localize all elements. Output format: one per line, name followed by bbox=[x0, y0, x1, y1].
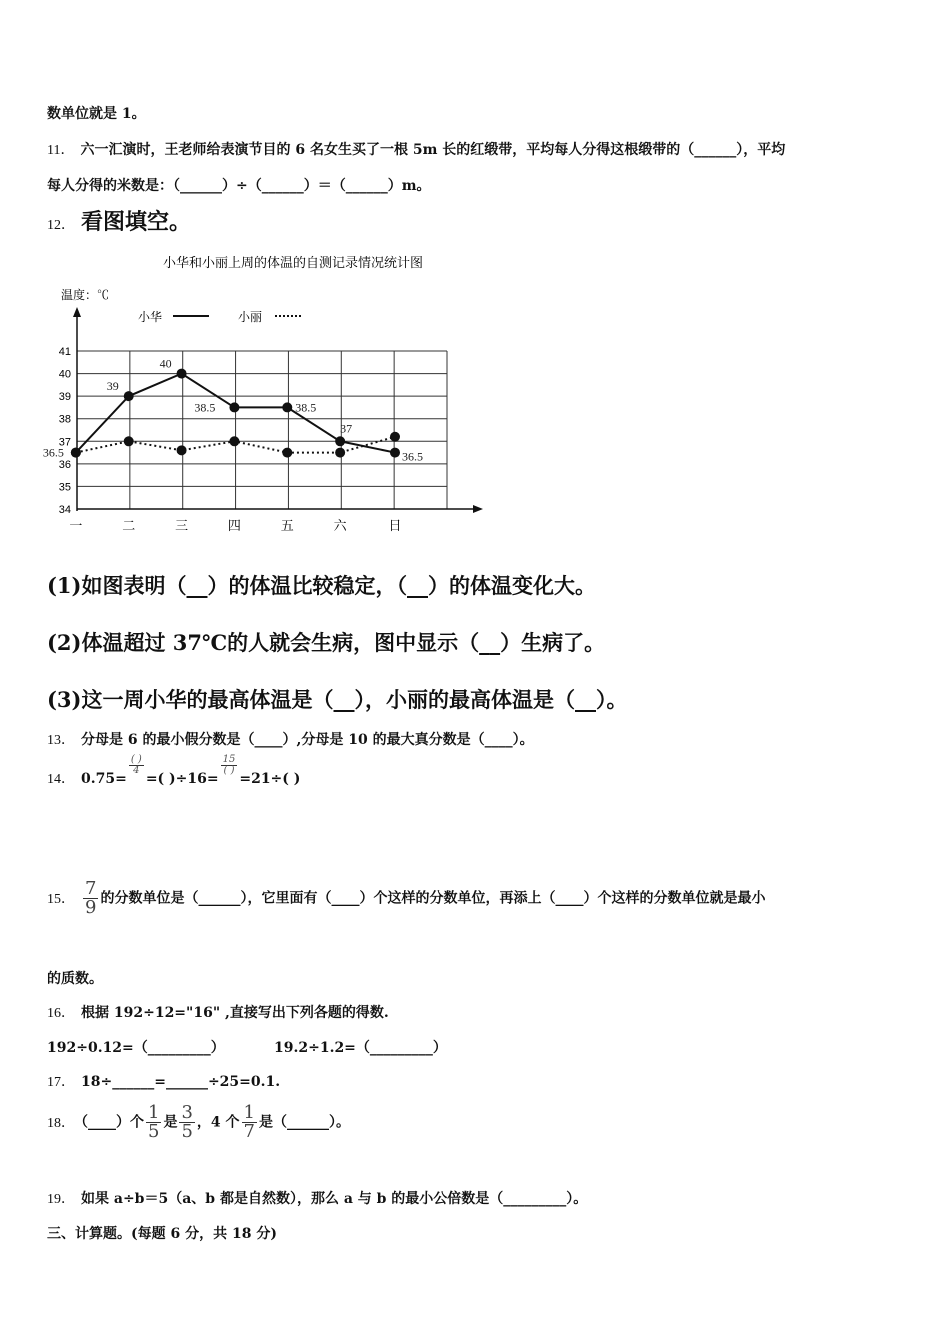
q13-text: 分母是 6 的最小假分数是（____）,分母是 10 的最大真分数是（____）。 bbox=[81, 732, 534, 748]
data-point-xiaoli bbox=[229, 436, 239, 446]
y-tick-label: 39 bbox=[58, 391, 71, 404]
data-point-xiaoli bbox=[71, 448, 81, 458]
x-tick-label: 四 bbox=[227, 518, 241, 533]
x-tick-label: 三 bbox=[175, 518, 189, 533]
q16-a bbox=[47, 1037, 225, 1057]
data-label-xiaohua: 36.5 bbox=[42, 445, 64, 460]
section-3-text: 三、计算题。(每题 6 分，共 18 分) bbox=[47, 1226, 277, 1242]
q11-text-a: 六一汇演时，王老师给表演节目的 6 名女生买了一根 5m 长的红缎带，平均每人分得这根缎带的（______），平均 bbox=[80, 142, 786, 158]
q15-text-b: 的质数。 bbox=[47, 971, 103, 987]
q15-fraction-den: 9 bbox=[85, 897, 97, 918]
q16-number: 16． bbox=[47, 1006, 75, 1021]
q18-fraction-1-den: 5 bbox=[148, 1121, 160, 1142]
q19-number: 19． bbox=[47, 1192, 75, 1207]
q17 bbox=[47, 1071, 280, 1091]
q11 bbox=[47, 139, 785, 159]
data-label-xiaohua: 37 bbox=[340, 421, 353, 436]
x-tick-label: 六 bbox=[333, 518, 347, 533]
q14-text-c: =21÷( ) bbox=[239, 771, 301, 787]
data-label-xiaohua: 36.5 bbox=[402, 449, 423, 464]
data-label-xiaohua: 38.5 bbox=[295, 400, 317, 415]
q16 bbox=[47, 1002, 389, 1022]
q11-number: 11． bbox=[47, 143, 75, 158]
q14-fraction-2-num: 15 bbox=[222, 753, 236, 765]
y-tick-label: 41 bbox=[58, 346, 71, 358]
data-point-xiaoli bbox=[282, 448, 292, 458]
q17-number: 17． bbox=[47, 1075, 75, 1090]
data-point-xiaohua bbox=[124, 391, 134, 401]
chart-series bbox=[43, 357, 423, 464]
q15-fraction bbox=[83, 880, 98, 917]
q13 bbox=[47, 729, 534, 749]
x-axis-arrow bbox=[473, 505, 483, 513]
data-label-xiaohua: 40 bbox=[159, 356, 172, 371]
q12-number: 12． bbox=[47, 218, 75, 233]
q14-fraction-2 bbox=[221, 755, 238, 776]
data-point-xiaoli bbox=[335, 448, 345, 458]
q19 bbox=[47, 1188, 587, 1208]
q11-text-b: 每人分得的米数是：（______）÷（______）＝（______）m。 bbox=[47, 178, 431, 194]
q18-fraction-2-num: 3 bbox=[181, 1102, 193, 1123]
legend-xiaoli-label: 小丽 bbox=[238, 310, 263, 324]
q14-fraction-1-num: ( ) bbox=[130, 753, 142, 765]
q15-cont bbox=[47, 968, 103, 988]
q13-number: 13． bbox=[47, 733, 75, 748]
q18-text-c: ，4 个 bbox=[196, 1114, 240, 1131]
q18-text-d: 是（______）。 bbox=[258, 1114, 350, 1131]
q12-p2-text: (2)体温超过 37℃的人就会生病，图中显示（__）生病了。 bbox=[47, 630, 606, 655]
q12-title-text: 看图填空。 bbox=[81, 209, 192, 235]
q12-p3 bbox=[47, 684, 627, 714]
y-tick-label: 37 bbox=[58, 436, 71, 449]
y-tick-label: 36 bbox=[58, 458, 71, 471]
data-point-xiaohua bbox=[229, 402, 239, 412]
q18-fraction-2-den: 5 bbox=[181, 1121, 193, 1142]
q18-fraction-3-den: 7 bbox=[243, 1121, 255, 1142]
x-tick-label: 日 bbox=[388, 518, 402, 533]
q15 bbox=[47, 880, 765, 917]
q19-text: 如果 a÷b＝5（a、b 都是自然数），那么 a 与 b 的最小公倍数是（_________）。 bbox=[81, 1191, 588, 1207]
q12-p1-text: (1)如图表明（__）的体温比较稳定，（__）的体温变化大。 bbox=[47, 573, 596, 598]
q12-p2 bbox=[47, 627, 605, 657]
legend-xiaohua-label: 小华 bbox=[138, 310, 163, 324]
q14 bbox=[47, 753, 301, 790]
q17-text: 18÷______=______÷25=0.1. bbox=[81, 1074, 281, 1090]
q18-text-a: （____）个 bbox=[81, 1114, 144, 1131]
x-tick-label: 五 bbox=[280, 518, 294, 533]
q11-cont bbox=[47, 175, 431, 195]
q14-fraction-1-den: 4 bbox=[133, 764, 140, 776]
q14-fraction-1 bbox=[129, 755, 144, 776]
q16-b bbox=[274, 1037, 447, 1057]
data-label-xiaohua: 39 bbox=[106, 379, 119, 394]
x-tick-label: 一 bbox=[69, 518, 83, 533]
q15-text-a: 的分数单位是（______），它里面有（____）个这样的分数单位，再添上（____）个这样的分数单位就是最小 bbox=[100, 890, 766, 907]
chart-ylabel: 温度：℃ bbox=[61, 288, 110, 302]
q18-fraction-1 bbox=[146, 1104, 161, 1141]
data-point-xiaohua bbox=[390, 448, 400, 458]
q18-fraction-2 bbox=[179, 1104, 194, 1141]
q18-fraction-3 bbox=[242, 1104, 257, 1141]
q16-text: 根据 192÷12="16" ,直接写出下列各题的得数. bbox=[81, 1005, 389, 1021]
q12-title bbox=[47, 205, 191, 236]
data-point-xiaoli bbox=[177, 445, 187, 455]
chart-axes bbox=[59, 307, 483, 533]
section-3-heading bbox=[47, 1223, 277, 1243]
q14-text-a: 0.75= bbox=[81, 771, 127, 787]
chart-grid bbox=[77, 351, 447, 509]
data-point-xiaoli bbox=[124, 436, 134, 446]
data-point-xiaohua bbox=[335, 436, 345, 446]
y-tick-label: 38 bbox=[58, 413, 71, 426]
q15-number: 15． bbox=[47, 891, 75, 907]
q18 bbox=[47, 1104, 350, 1141]
q15-fraction-num: 7 bbox=[85, 878, 97, 899]
data-label-xiaohua: 38.5 bbox=[194, 400, 216, 415]
x-tick-label: 二 bbox=[122, 518, 136, 533]
chart-title: 小华和小丽上周的体温的自测记录情况统计图 bbox=[162, 255, 424, 270]
q18-fraction-3-num: 1 bbox=[243, 1102, 255, 1123]
y-tick-label: 34 bbox=[58, 504, 71, 516]
q18-number: 18． bbox=[47, 1115, 75, 1131]
data-point-xiaohua bbox=[282, 402, 292, 412]
y-tick-label: 35 bbox=[58, 481, 71, 494]
q18-text-b: 是 bbox=[163, 1114, 178, 1131]
q14-fraction-2-den: ( ) bbox=[223, 764, 235, 776]
q14-text-b: =( )÷16= bbox=[145, 771, 219, 787]
q12-p3-text: (3)这一周小华的最高体温是（__），小丽的最高体温是（__）。 bbox=[47, 687, 628, 712]
q14-number: 14． bbox=[47, 772, 75, 787]
data-point-xiaohua bbox=[177, 369, 187, 379]
q18-fraction-1-num: 1 bbox=[148, 1102, 160, 1123]
y-tick-label: 40 bbox=[58, 368, 71, 381]
data-point-xiaoli bbox=[390, 432, 400, 442]
q16-a-text: 192÷0.12=（_________） bbox=[47, 1040, 225, 1056]
temperature-chart bbox=[42, 245, 497, 535]
q12-p1 bbox=[47, 570, 596, 600]
intro-text: 数单位就是 1。 bbox=[47, 106, 146, 122]
q16-b-text: 19.2÷1.2=（_________） bbox=[274, 1040, 447, 1056]
intro-line bbox=[47, 103, 146, 123]
y-axis-arrow bbox=[73, 307, 81, 317]
